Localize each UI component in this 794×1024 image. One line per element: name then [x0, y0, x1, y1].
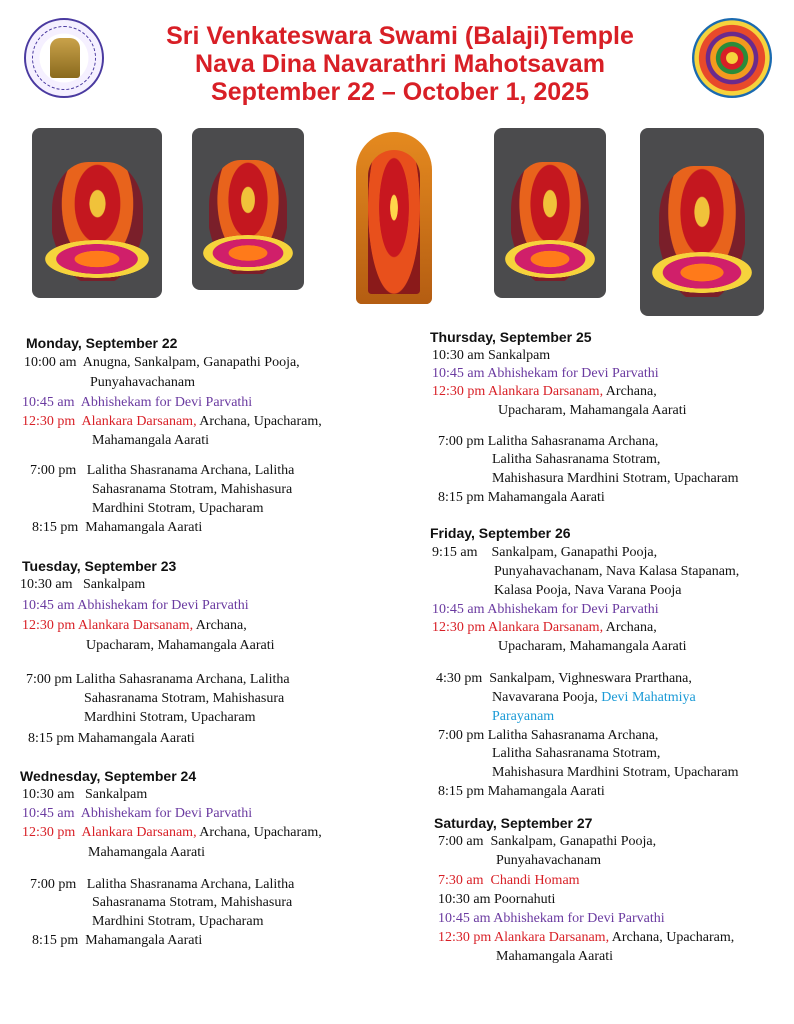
temple-seal-logo	[24, 18, 104, 98]
page-header	[100, 22, 700, 106]
list-item: 12:30 pm Alankara Darsanam, Archana,	[432, 384, 657, 399]
list-item: 10:30 am Sankalpam	[432, 348, 551, 363]
list-item: Punyahavachanam	[90, 375, 195, 390]
list-item: 12:30 pm Alankara Darsanam, Archana, Upacharam,	[438, 930, 735, 945]
monday-heading: Monday, September 22	[26, 335, 178, 351]
list-item: 9:15 am Sankalpam, Ganapathi Pooja,	[432, 545, 658, 560]
thursday-heading: Thursday, September 25	[430, 329, 592, 345]
list-item: Mahamangala Aarati	[496, 949, 614, 964]
deity-image-5	[640, 128, 764, 316]
list-item: Kalasa Pooja, Nava Varana Pooja	[494, 583, 682, 598]
festival-title: Nava Dina Navarathri Mahotsavam	[195, 50, 605, 78]
list-item: 7:00 am Sankalpam, Ganapathi Pooja,	[438, 834, 657, 849]
list-item: Lalitha Sahasranama Stotram,	[492, 746, 661, 761]
list-item: 10:00 am Anugna, Sankalpam, Ganapathi Pooja,	[24, 355, 300, 370]
deity-image-2	[192, 128, 304, 290]
list-item: Upacharam, Mahamangala Aarati	[498, 639, 687, 654]
saturday-heading: Saturday, September 27	[434, 815, 593, 831]
list-item: 10:45 am Abhishekam for Devi Parvathi	[438, 911, 665, 926]
list-item: Mardhini Stotram, Upacharam	[92, 914, 264, 929]
list-item: 12:30 pm Alankara Darsanam, Archana, Upacharam,	[22, 414, 322, 429]
list-item: 7:00 pm Lalitha Shasranama Archana, Lalitha	[30, 877, 295, 892]
list-item: 12:30 pm Alankara Darsanam, Archana, Upacharam,	[22, 825, 322, 840]
deity-image-3	[352, 128, 436, 308]
list-item: Punyahavachanam, Nava Kalasa Stapanam,	[494, 564, 740, 579]
list-item: 10:45 am Abhishekam for Devi Parvathi	[432, 602, 659, 617]
list-item: 8:15 pm Mahamangala Aarati	[32, 520, 203, 535]
list-item: 10:45 am Abhishekam for Devi Parvathi	[22, 598, 249, 613]
list-item: 10:30 am Poornahuti	[438, 892, 556, 907]
list-item: Parayanam	[492, 709, 555, 724]
festival-dates: September 22 – October 1, 2025	[211, 78, 589, 106]
list-item: Mardhini Stotram, Upacharam	[84, 710, 256, 725]
list-item: 7:00 pm Lalitha Shasranama Archana, Lalitha	[30, 463, 295, 478]
list-item: 4:30 pm Sankalpam, Vighneswara Prarthana,	[436, 671, 692, 686]
list-item: Mahishasura Mardhini Stotram, Upacharam	[492, 765, 739, 780]
list-item: 10:45 am Abhishekam for Devi Parvathi	[432, 366, 659, 381]
list-item: Upacharam, Mahamangala Aarati	[498, 403, 687, 418]
list-item: 7:00 pm Lalitha Sahasranama Archana,	[438, 434, 659, 449]
list-item: Punyahavachanam	[496, 853, 601, 868]
list-item: 8:15 pm Mahamangala Aarati	[438, 784, 605, 799]
list-item: 7:00 pm Lalitha Sahasranama Archana, Lalitha	[26, 672, 290, 687]
deity-image-4	[494, 128, 606, 298]
friday-heading: Friday, September 26	[430, 525, 571, 541]
list-item: 8:15 pm Mahamangala Aarati	[438, 490, 605, 505]
tuesday-heading: Tuesday, September 23	[22, 558, 177, 574]
list-item: Sahasranama Stotram, Mahishasura	[92, 895, 293, 910]
list-item: Lalitha Sahasranama Stotram,	[492, 452, 661, 467]
list-item: Upacharam, Mahamangala Aarati	[86, 638, 275, 653]
list-item: 7:00 pm Lalitha Sahasranama Archana,	[438, 728, 659, 743]
list-item: 8:15 pm Mahamangala Aarati	[32, 933, 203, 948]
list-item: Sahasranama Stotram, Mahishasura	[84, 691, 285, 706]
deity-image-1	[32, 128, 162, 298]
list-item: 10:45 am Abhishekam for Devi Parvathi	[22, 395, 253, 410]
list-item: 10:45 am Abhishekam for Devi Parvathi	[22, 806, 253, 821]
list-item: 10:30 am Sankalpam	[20, 577, 146, 592]
list-item: 12:30 pm Alankara Darsanam, Archana,	[22, 618, 247, 633]
mandala-logo	[692, 18, 772, 98]
temple-title: Sri Venkateswara Swami (Balaji)Temple	[166, 22, 634, 50]
list-item: 7:30 am Chandi Homam	[438, 873, 580, 888]
list-item: 12:30 pm Alankara Darsanam, Archana,	[432, 620, 657, 635]
list-item: Mardhini Stotram, Upacharam	[92, 501, 264, 516]
list-item: Mahishasura Mardhini Stotram, Upacharam	[492, 471, 739, 486]
list-item: Mahamangala Aarati	[92, 433, 210, 448]
list-item: Mahamangala Aarati	[88, 845, 206, 860]
list-item: Sahasranama Stotram, Mahishasura	[92, 482, 293, 497]
list-item: 10:30 am Sankalpam	[22, 787, 148, 802]
list-item: 8:15 pm Mahamangala Aarati	[28, 731, 195, 746]
wednesday-heading: Wednesday, September 24	[20, 768, 197, 784]
list-item: Navavarana Pooja, Devi Mahatmiya	[492, 690, 696, 705]
